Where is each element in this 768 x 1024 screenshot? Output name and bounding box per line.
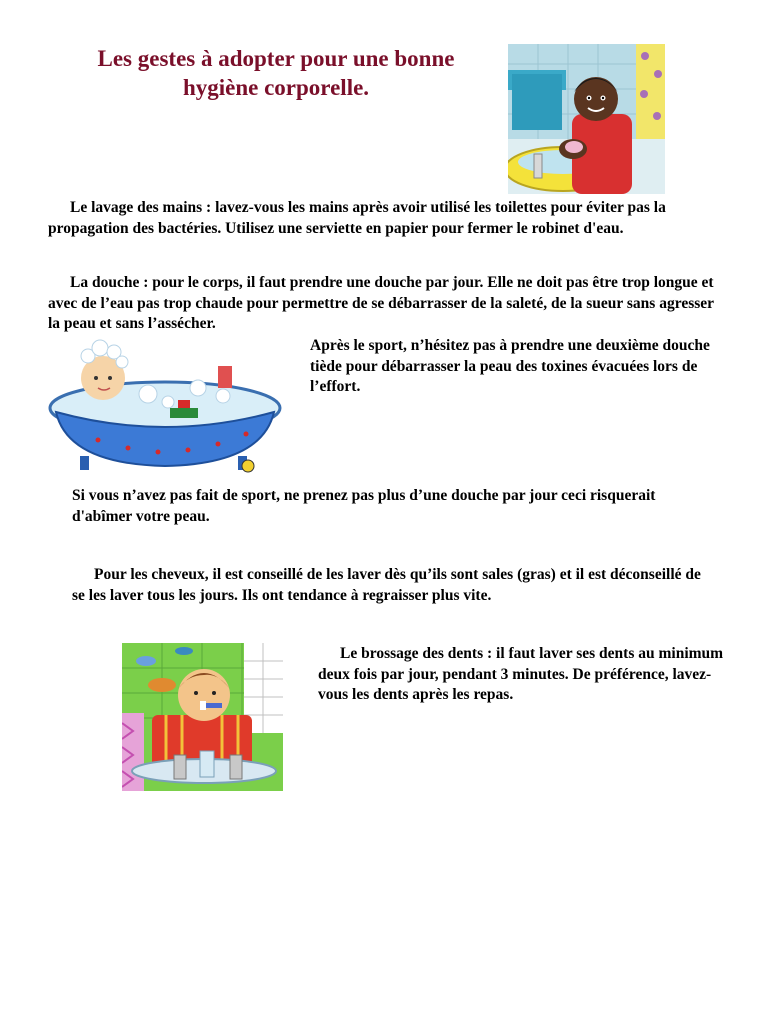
hand-washing-illustration: [508, 44, 665, 194]
bathtub-illustration: [48, 336, 283, 478]
no-sport-paragraph: Si vous n’avez pas fait de sport, ne prenez pas plus d’une douche par jour ceci risquerait d'abîmer votre peau.: [72, 487, 656, 525]
page-title: Les gestes à adopter pour une bonne hygiène corporelle.: [97, 46, 455, 100]
hair-paragraph: Pour les cheveux, il est conseillé de les laver dès qu’ils sont sales (gras) et il est déconseillé de se les laver tous les jours. Ils ont tendance à regraisser plus vite.: [72, 566, 701, 604]
hand-washing-paragraph: Le lavage des mains : lavez-vous les mains après avoir utilisé les toilettes pour éviter pas la propagation des bactéries. Utilisez une serviette en papier pour fermer le robinet d'eau.: [48, 199, 666, 237]
shower-paragraph: La douche : pour le corps, il faut prendre une douche par jour. Elle ne doit pas être trop longue et avec de l’eau pas trop chaude pour permettre de se débarrasser de la saleté, de la sueur sans agresser la peau et sans l’assécher.: [48, 274, 714, 332]
sport-paragraph: Après le sport, n’hésitez pas à prendre une deuxième douche tiède pour débarrasser la peau des toxines évacuées lors de l’effort.: [310, 337, 710, 395]
teeth-paragraph: Le brossage des dents : il faut laver ses dents au minimum deux fois par jour, pendant 3 minutes. De préférence, lavez-vous les dents après les repas.: [318, 645, 724, 703]
tooth-brushing-illustration: [122, 643, 283, 791]
